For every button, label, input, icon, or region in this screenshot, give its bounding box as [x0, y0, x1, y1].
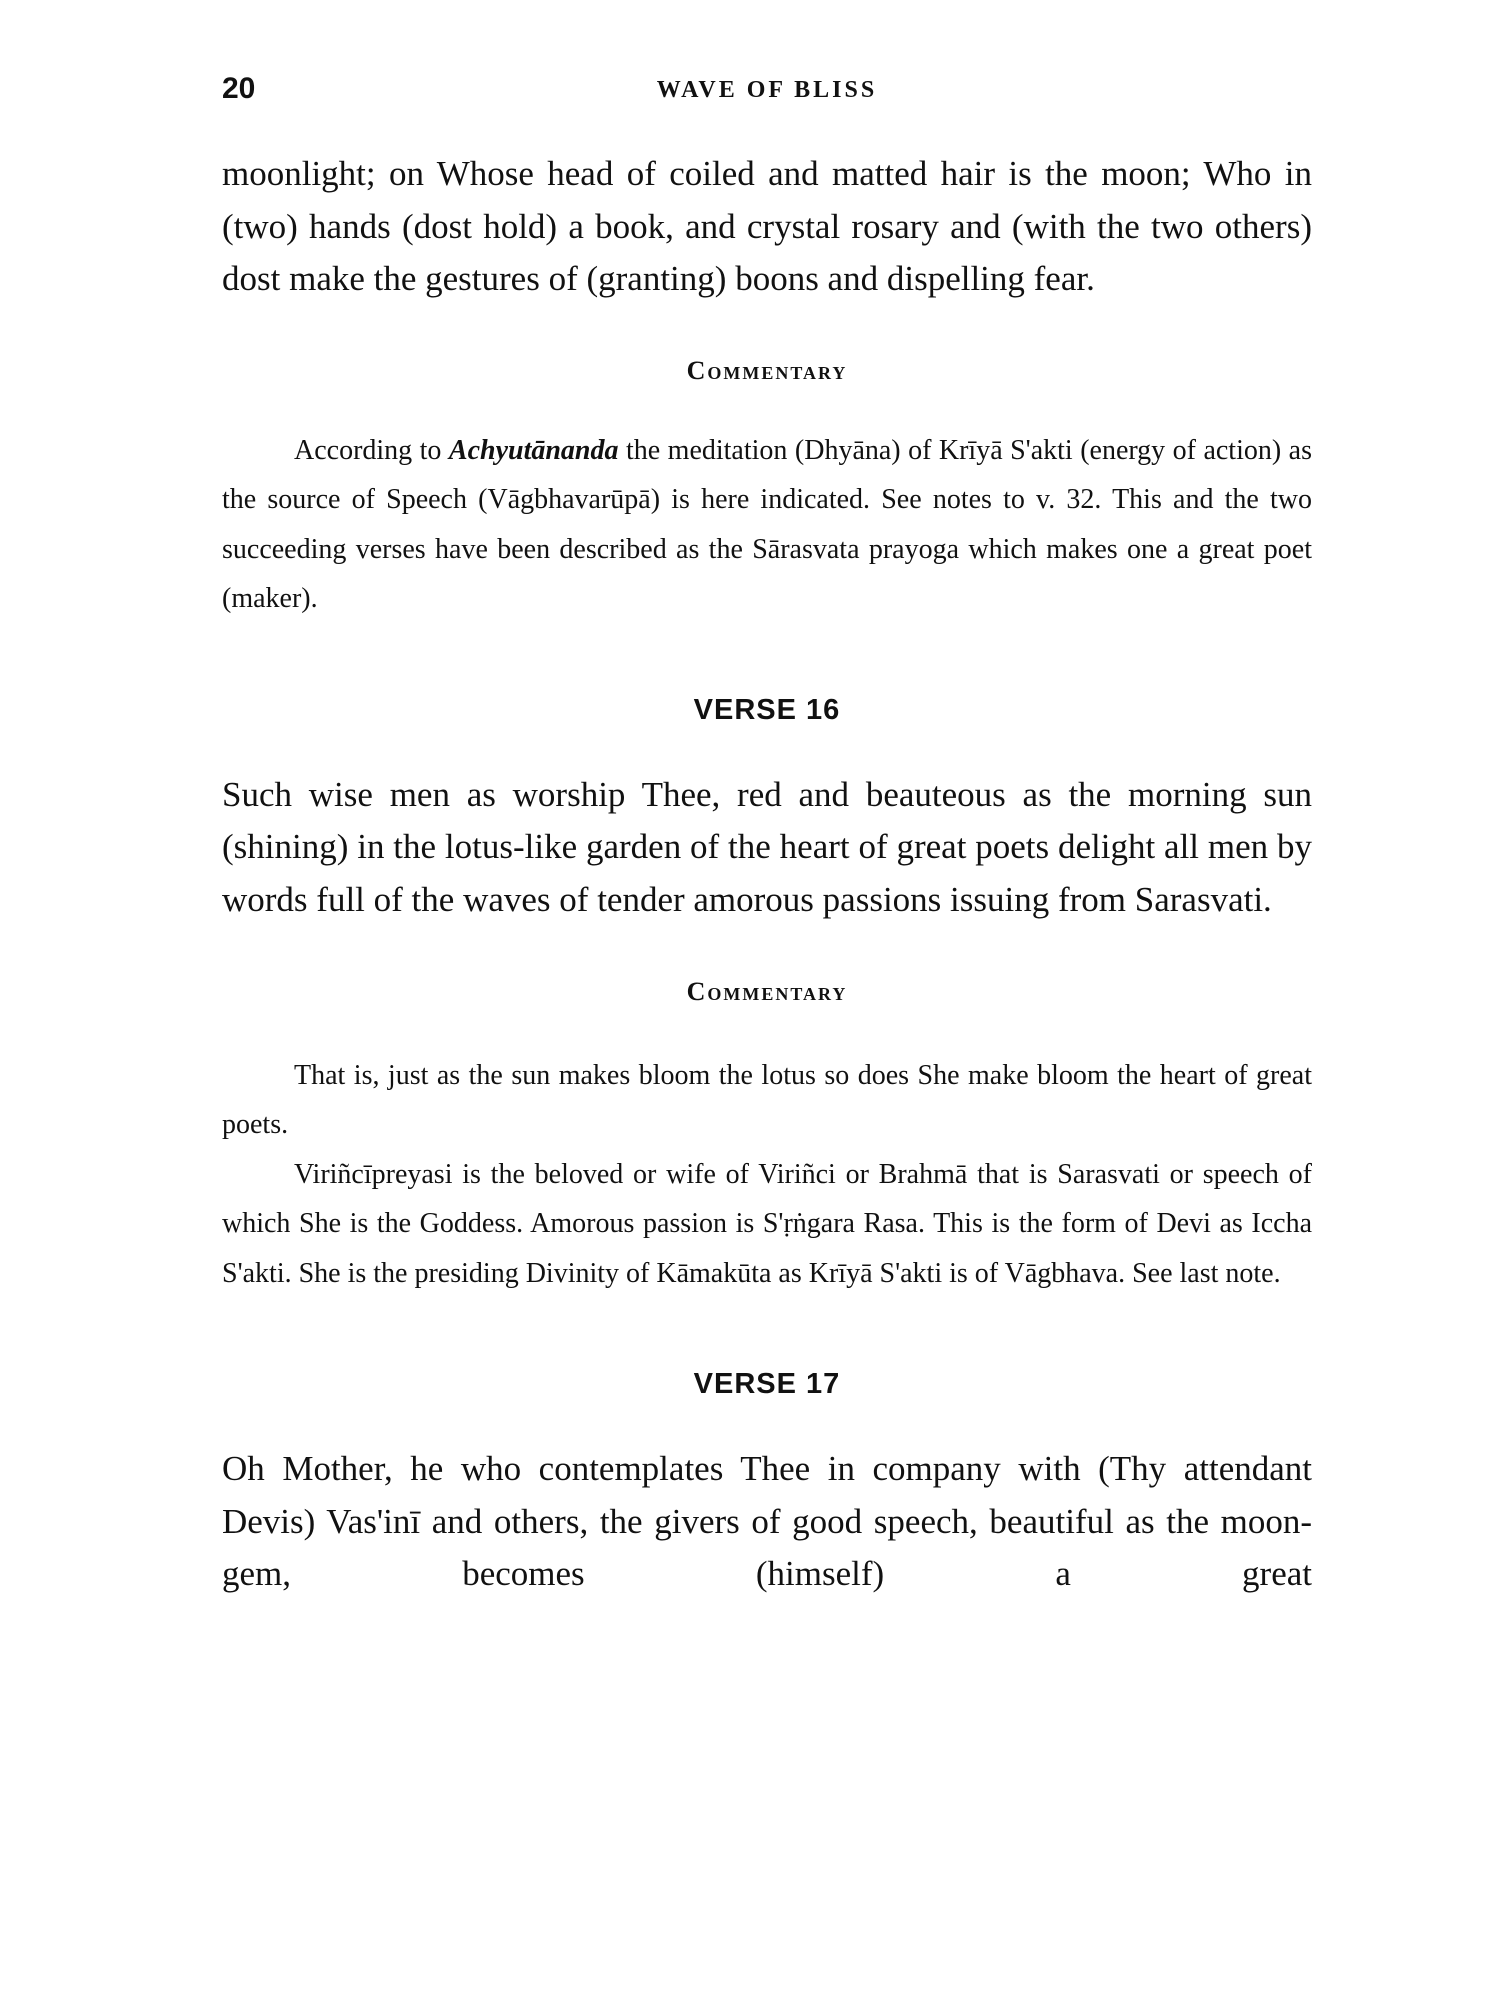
commentary-15-text	[222, 426, 1312, 624]
verse-15-continuation: moonlight; on Whose head of coiled and matted hair is the moon; Who in (two) hands (dost hold) a book, and crystal rosary and (with the two others) dost make the gestures of (granting) boons and dispelling fear.	[222, 154, 1312, 299]
author-name: Achyutānanda	[448, 434, 619, 466]
page-header	[222, 60, 1312, 120]
verse-17-text: Oh Mother, he who contemplates Thee in company with (Thy attendant Devis) Vas'inī and others, the givers of good speech, beautiful as the moon-gem, becomes (himself) a great	[222, 1449, 1312, 1594]
commentary-15-intro: According to	[294, 434, 449, 466]
verse-16-heading: VERSE 16	[693, 693, 841, 726]
commentary-16-paragraph-1: That is, just as the sun makes bloom the lotus so does She make bloom the heart of great poets.	[222, 1059, 1312, 1141]
commentary-heading: Commentary	[686, 976, 848, 1006]
verse-16-text: Such wise men as worship Thee, red and beauteous as the morning sun (shining) in the lotus-like garden of the heart of great poets delight all men by words full of the waves of tender amorous passions issuing from Sarasvati.	[222, 774, 1312, 919]
commentary-heading: Commentary	[686, 355, 848, 385]
running-title: WAVE OF BLISS	[656, 77, 878, 103]
commentary-15-body: the meditation (Dhyāna) of Krīyā S'akti (energy of action) as the source of Speech (Vāgbhavarūpā) is here indicated. See notes to v. 32. This and the two succeeding verses have been described as the Sārasvata prayoga which makes one a great poet (maker).	[222, 434, 1312, 615]
book-page	[222, 60, 1312, 1601]
commentary-16-paragraph-2: Viriñcīpreyasi is the beloved or wife of Viriñci or Brahmā that is Sarasvati or speech of which She is the Goddess. Amorous passion is S'ṛṅgara Rasa. This is the form of Devi as Iccha S'akti. She is the presiding Divinity of Kāmakūta as Krīyā S'akti is of Vāgbhava. See last note.	[222, 1158, 1312, 1289]
verse-17-heading: VERSE 17	[693, 1368, 841, 1401]
page-number: 20	[222, 72, 256, 105]
